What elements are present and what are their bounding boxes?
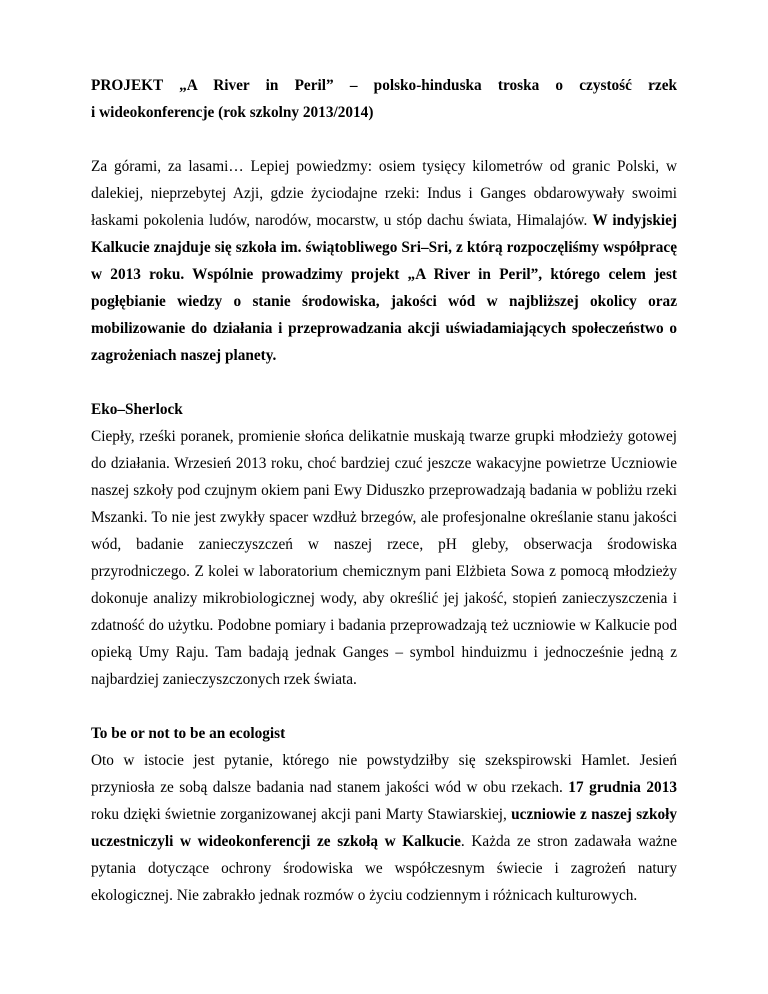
section-to-be-text-3: . Każda ze stron zadawała ważne pytania dotyczące ochrony środowiska we współczesnym świecie i zagrożeń natury ekologicznej. Nie zabrakło jednak rozmów o życiu codziennym i różnicach kulturowych. (91, 833, 677, 904)
section-to-be-date: 17 grudnia 2013 (568, 779, 677, 796)
title-line-1: PROJEKT „A River in Peril” – polsko-hinduska troska o czystość rzek (91, 77, 677, 94)
intro-paragraph (91, 153, 677, 369)
intro-bold-text: W indyjskiej Kalkucie znajduje się szkoła im. świątobliwego Sri–Sri, z którą rozpoczęliśmy współpracę w 2013 roku. Wspólnie prowadzimy projekt „A River in Peril”, którego celem jest pogłębianie wiedzy o stanie środowiska, jakości wód w najbliższej okolicy oraz mobilizowanie do działania i przeprowadzania akcji uświadamiających społeczeństwo o zagrożeniach naszej planety. (91, 212, 677, 364)
section-heading-to-be: To be or not to be an ecologist (91, 725, 286, 742)
section-to-be-text-1: Oto w istocie jest pytanie, którego nie powstydziłby się szekspirowski Hamlet. Jesień przyniosła ze sobą dalsze badania nad stanem jakości wód w obu rzekach. (91, 752, 677, 796)
intro-plain-text: Za górami, za lasami… Lepiej powiedzmy: osiem tysięcy kilometrów od granic Polski, w dalekiej, nieprzebytej Azji, gdzie życiodajne rzeki: Indus i Ganges obdarowywały swoimi łaskami pokolenia ludów, narodów, mocarstw, u stóp dachu świata, Himalajów. (91, 158, 677, 229)
section-to-be-paragraph (91, 747, 677, 909)
section-to-be-bold-text: uczniowie z naszej szkoły uczestniczyli w wideokonferencji ze szkołą w Kalkucie (91, 806, 677, 850)
document-page (91, 72, 677, 909)
section-heading-eko-sherlock: Eko–Sherlock (91, 401, 183, 418)
title-line-2: i wideokonferencje (rok szkolny 2013/2014) (91, 104, 374, 121)
section-eko-sherlock-text: Ciepły, rześki poranek, promienie słońca delikatnie muskają twarze grupki młodzieży gotowej do działania. Wrzesień 2013 roku, choć bardziej czuć jeszcze wakacyjne powietrze Uczniowie naszej szkoły pod czujnym okiem pani Ewy Diduszko przeprowadzają badania w pobliżu rzeki Mszanki. To nie jest zwykły spacer wzdłuż brzegów, ale profesjonalne określanie stanu jakości wód, badanie zanieczyszczeń w naszej rzece, pH gleby, obserwacja środowiska przyrodniczego. Z kolei w laboratorium chemicznym pani Elżbieta Sowa z pomocą młodzieży dokonuje analizy mikrobiologicznej wody, aby określić jej jakość, stopień zanieczyszczenia i zdatność do użytku. Podobne pomiary i badania przeprowadzają też uczniowie w Kalkucie pod opieką Umy Raju. Tam badają jednak Ganges – symbol hinduizmu i jednocześnie jedną z najbardziej zanieczyszczonych rzek świata. (91, 428, 677, 688)
section-to-be-text-2: roku dzięki świetnie zorganizowanej akcji pani Marty Stawiarskiej, (91, 806, 512, 823)
document-title (91, 72, 677, 126)
